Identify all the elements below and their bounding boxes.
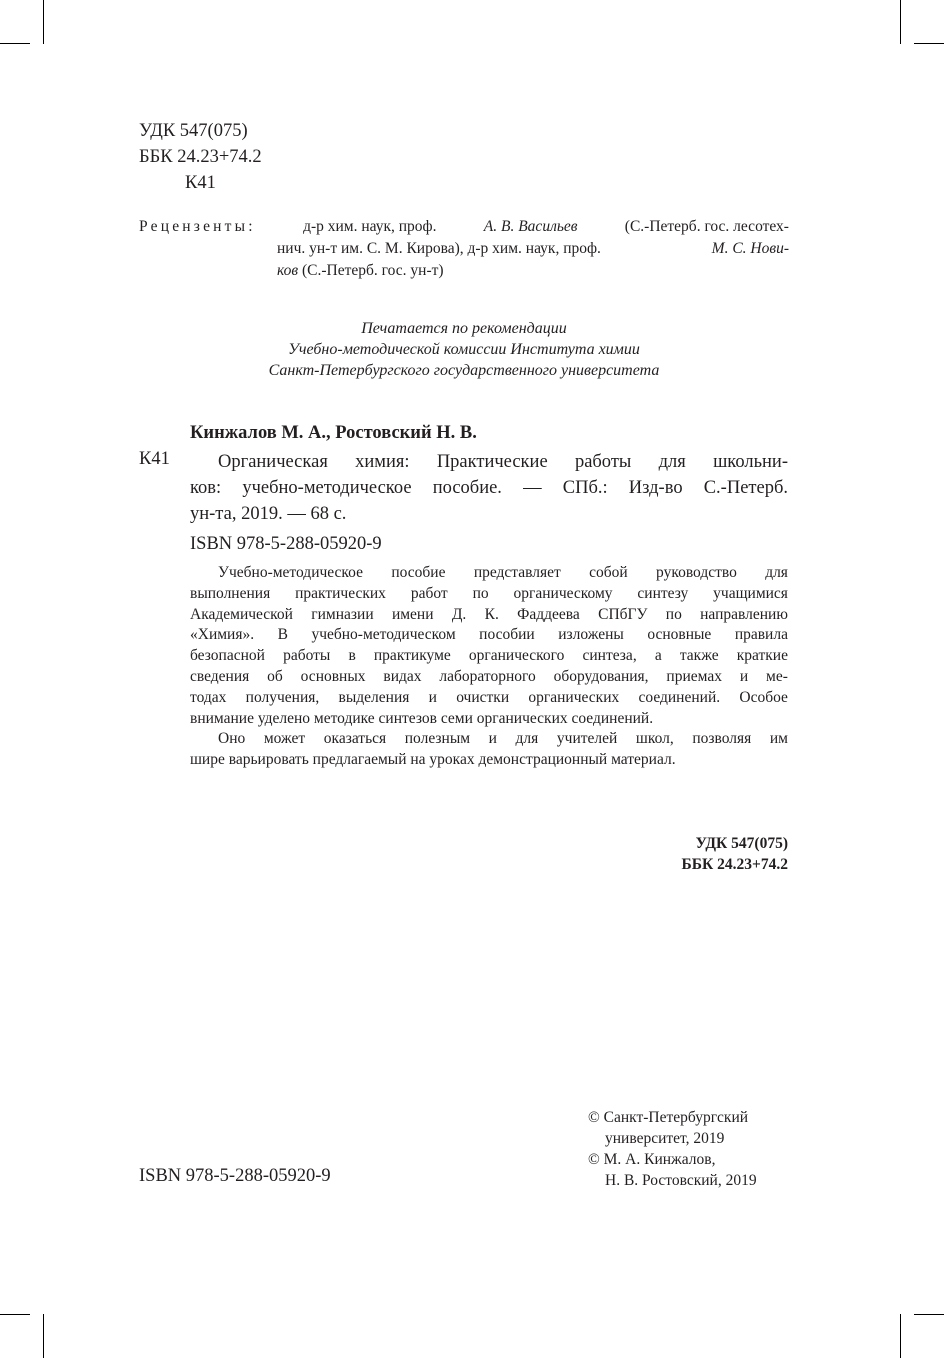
crop-mark-top-left-v <box>43 0 44 44</box>
biblio-line: ков: учебно-методическое пособие. — СПб.: Изд-во С.-Петерб. <box>190 478 788 498</box>
biblio-line: ун-та, 2019. — 68 с. <box>190 504 347 524</box>
crop-mark-top-right-v <box>900 0 901 44</box>
reviewers-line-1 <box>139 216 789 238</box>
annotation <box>190 563 788 771</box>
reviewer-name-2: М. С. Нови- <box>711 240 789 257</box>
reviewers-line-2 <box>139 238 789 260</box>
annotation-line: безопасной работы в практикуме органического синтеза, а также краткие <box>190 647 788 665</box>
biblio-line: Органическая химия: Практические работы для школьни- <box>218 452 788 472</box>
author-mark-side: К41 <box>139 449 170 469</box>
udk-code: УДК 547(075) <box>139 121 248 141</box>
annotation-line: «Химия». В учебно-методическом пособии изложены основные правила <box>190 626 788 644</box>
classification-codes <box>139 118 262 196</box>
annotation-line: Оно может оказаться полезным и для учителей школ, позволяя им <box>218 730 788 748</box>
udk-code-bold: УДК 547(075) <box>695 835 788 852</box>
annotation-line: выполнения практических работ по органическому синтезу учащимися <box>190 584 788 602</box>
reviewer-name-1: А. В. Васильев <box>483 218 578 235</box>
crop-mark-top-left-h <box>0 43 30 44</box>
author-mark: К41 <box>185 173 216 193</box>
crop-mark-top-right-h <box>914 43 944 44</box>
annotation-line: тодах получения, выделения и очистки органических соединений. Особое <box>190 688 788 706</box>
reviewer-name-2-end: ков <box>277 262 299 279</box>
bibliographic-description <box>190 449 788 527</box>
reviewer-affiliation-1: (С.-Петерб. гос. лесотех- <box>624 218 789 235</box>
copyright-line: университет, 2019 <box>605 1130 725 1147</box>
bbk-code: ББК 24.23+74.2 <box>139 147 262 167</box>
bbk-code-bold: ББК 24.23+74.2 <box>681 856 788 873</box>
crop-mark-bottom-left-v <box>43 1314 44 1358</box>
reviewer-degree-1: д-р хим. наук, проф. <box>303 218 437 235</box>
recommendation-line: Учебно-методической комиссии Института химии <box>288 341 640 358</box>
crop-mark-bottom-right-v <box>900 1314 901 1358</box>
crop-mark-bottom-left-h <box>0 1314 30 1315</box>
annotation-line: внимание уделено методике синтезов семи органических соединений. <box>190 709 654 727</box>
copyright-line: © М. А. Кинжалов, <box>588 1151 716 1168</box>
classification-codes-bold <box>600 833 788 875</box>
reviewers-block <box>139 216 789 282</box>
recommendation-note <box>139 318 789 381</box>
crop-mark-bottom-right-h <box>914 1314 944 1315</box>
reviewer-affiliation-2: нич. ун-т им. С. М. Кирова), д-р хим. наук, проф. <box>277 240 601 257</box>
annotation-line: сведения об основных видах лабораторного оборудования, приемах и ме- <box>190 667 788 685</box>
recommendation-line: Печатается по рекомендации <box>361 320 567 337</box>
reviewer-affiliation-3: (С.-Петерб. гос. ун-т) <box>302 262 444 279</box>
authors-heading: Кинжалов М. А., Ростовский Н. В. <box>190 423 477 443</box>
annotation-line: шире варьировать предлагаемый на уроках демонстрационный материал. <box>190 751 676 769</box>
copyright-line: Н. В. Ростовский, 2019 <box>605 1172 757 1189</box>
copyright-line: © Санкт-Петербургский <box>588 1109 749 1126</box>
annotation-line: Учебно-методическое пособие представляет собой руководство для <box>218 564 788 581</box>
annotation-line: Академической гимназии имени Д. К. Фаддеева СПбГУ по направлению <box>190 605 788 623</box>
reviewers-label: Рецензенты: <box>139 218 256 235</box>
isbn-record: ISBN 978-5-288-05920-9 <box>190 534 382 554</box>
reviewers-line-3 <box>139 260 789 282</box>
isbn-bottom: ISBN 978-5-288-05920-9 <box>139 1166 331 1186</box>
copyright-block <box>588 1107 757 1191</box>
recommendation-line: Санкт-Петербургского государственного университета <box>268 362 660 379</box>
